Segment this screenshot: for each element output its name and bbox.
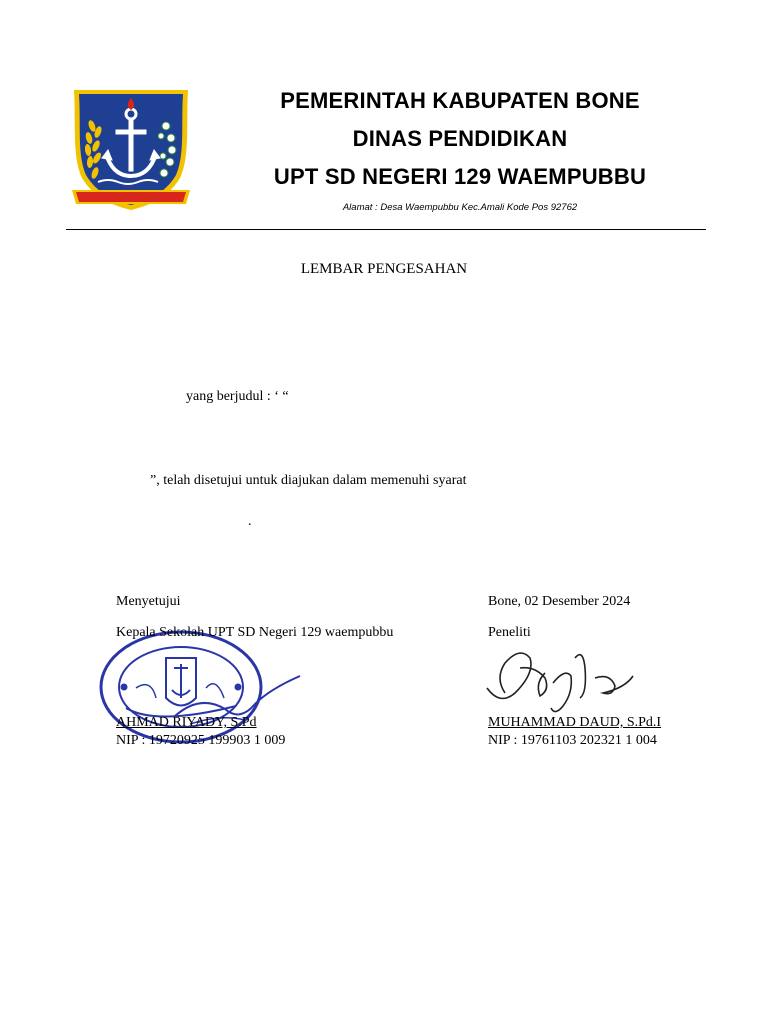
government-name: PEMERINTAH KABUPATEN BONE — [280, 88, 640, 113]
document-title: LEMBAR PENGESAHAN — [300, 261, 468, 277]
school-address: Alamat : Desa Waempubbu Kec.Amali Kode Pos 92762 — [342, 202, 578, 213]
place-date: Bone, 02 Desember 2024 — [488, 594, 631, 609]
body-line-approval: ”, telah disetujui untuk diajukan dalam memenuhi syarat — [150, 473, 467, 488]
letterhead — [215, 86, 705, 216]
body-line-title-ref: yang berjudul : ‘ “ — [186, 389, 289, 404]
headmaster-name: AHMAD RIYADY, S.Pd — [116, 715, 257, 730]
researcher-role: Peneliti — [488, 625, 531, 640]
department-name: DINAS PENDIDIKAN — [352, 126, 568, 151]
headmaster-role: Kepala Sekolah UPT SD Negeri 129 waempubbu — [116, 625, 394, 640]
researcher-name: MUHAMMAD DAUD, S.Pd.I — [488, 715, 662, 730]
researcher-nip: NIP : 19761103 202321 1 004 — [488, 733, 657, 748]
regency-logo — [68, 86, 194, 212]
researcher-signature — [475, 638, 645, 718]
school-name: UPT SD NEGERI 129 WAEMPUBBU — [273, 164, 647, 189]
kabupaten-bone-emblem — [68, 86, 194, 212]
headmaster-nip: NIP : 19720925 199903 1 009 — [116, 733, 286, 748]
letterhead-divider — [66, 229, 706, 230]
approval-heading: Menyetujui — [116, 594, 181, 609]
body-line-period: . — [248, 514, 252, 529]
